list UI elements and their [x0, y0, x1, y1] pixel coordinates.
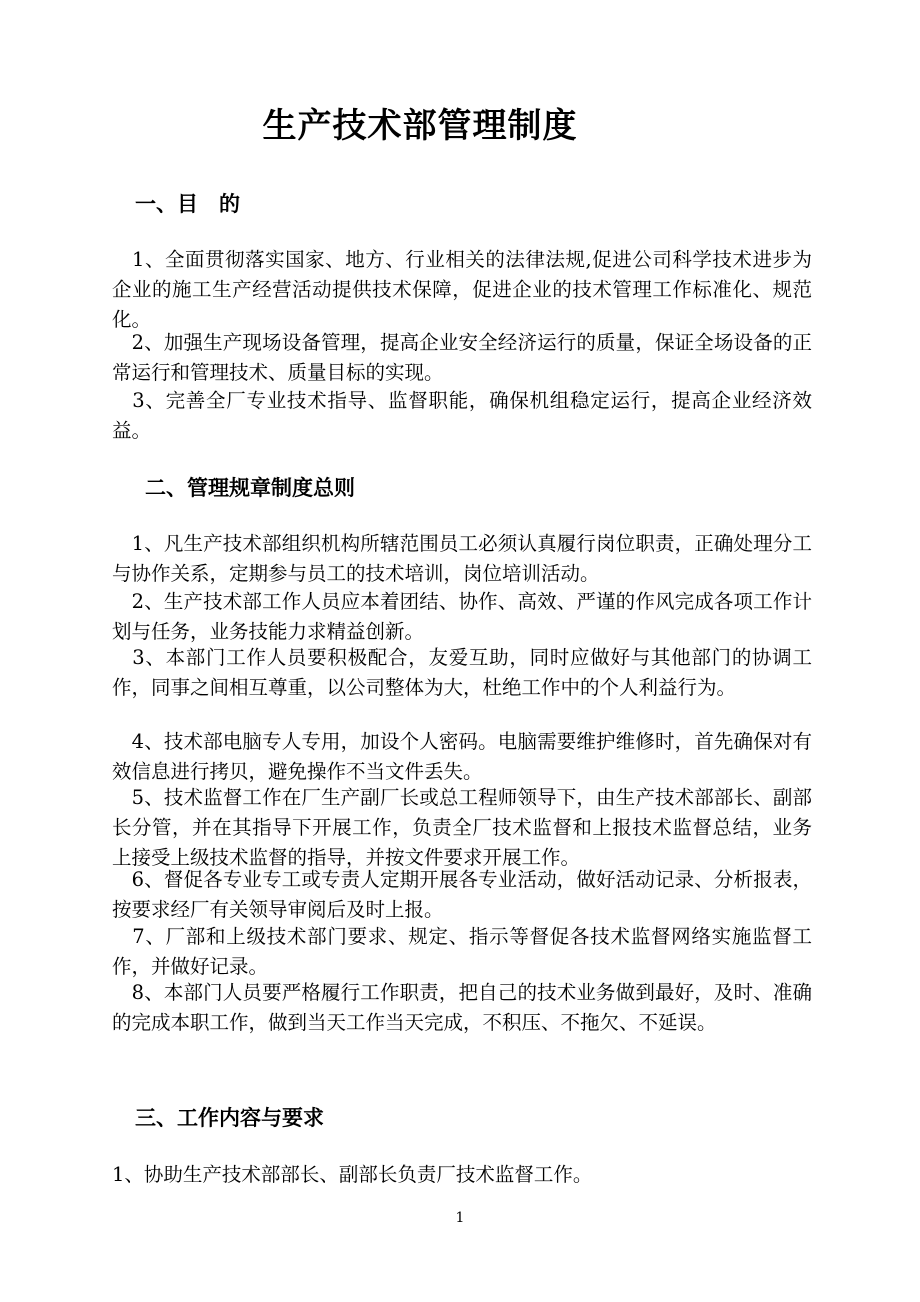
page-number: 1 — [455, 1210, 465, 1226]
paragraph: 3、完善全厂专业技术指导、监督职能，确保机组稳定运行，提高企业经济效益。 — [112, 389, 812, 442]
section-heading-purpose: 一、目 的 — [135, 192, 240, 216]
paragraph: 5、技术监督工作在厂生产副厂长或总工程师领导下，由生产技术部部长、副部长分管，并在其指导下开展工作，负责全厂技术监督和上报技术监督总结，业务上接受上级技术监督的指导，并按文件要求开展工作。 — [112, 786, 812, 869]
paragraph: 1、全面贯彻落实国家、地方、行业相关的法律法规,促进公司科学技术进步为企业的施工生产经营活动提供技术保障，促进企业的技术管理工作标准化、规范化。 — [112, 248, 812, 331]
section-heading-general-rules: 二、管理规章制度总则 — [145, 476, 355, 500]
page-title: 生产技术部管理制度 — [262, 106, 578, 146]
paragraph: 6、督促各专业专工或专责人定期开展各专业活动，做好活动记录、分析报表，按要求经厂有关领导审阅后及时上报。 — [112, 868, 812, 921]
paragraph: 7、厂部和上级技术部门要求、规定、指示等督促各技术监督网络实施监督工作，并做好记录。 — [112, 925, 812, 978]
paragraph: 1、凡生产技术部组织机构所辖范围员工必须认真履行岗位职责，正确处理分工与协作关系，定期参与员工的技术培训，岗位培训活动。 — [112, 532, 812, 585]
paragraph: 3、本部门工作人员要积极配合，友爱互助，同时应做好与其他部门的协调工作，同事之间相互尊重，以公司整体为大，杜绝工作中的个人利益行为。 — [112, 646, 812, 699]
paragraph: 4、技术部电脑专人专用，加设个人密码。电脑需要维护维修时，首先确保对有效信息进行拷贝，避免操作不当文件丢失。 — [112, 730, 812, 783]
paragraph: 8、本部门人员要严格履行工作职责，把自己的技术业务做到最好，及时、准确的完成本职工作，做到当天工作当天完成，不积压、不拖欠、不延误。 — [112, 981, 812, 1034]
paragraph: 2、加强生产现场设备管理，提高企业安全经济运行的质量，保证全场设备的正常运行和管理技术、质量目标的实现。 — [112, 331, 812, 384]
paragraph: 1、协助生产技术部部长、副部长负责厂技术监督工作。 — [112, 1163, 593, 1186]
section-heading-work-content: 三、工作内容与要求 — [135, 1106, 324, 1130]
paragraph: 2、生产技术部工作人员应本着团结、协作、高效、严谨的作风完成各项工作计划与任务，业务技能力求精益创新。 — [112, 590, 812, 643]
